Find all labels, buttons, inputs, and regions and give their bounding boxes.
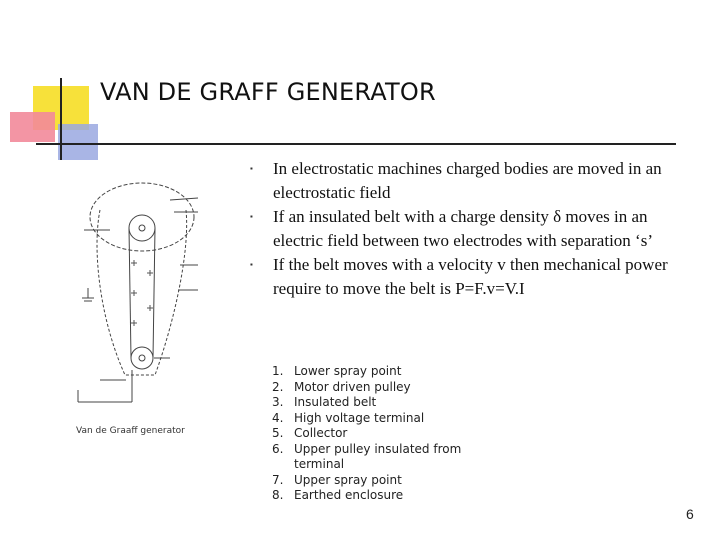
- legend-number: 3.: [272, 395, 284, 409]
- legend-text: Upper pulley insulated from: [294, 441, 462, 456]
- legend-number: 4.: [272, 410, 284, 425]
- title-underline: [36, 143, 676, 145]
- legend-number: 7.: [272, 472, 284, 487]
- van-de-graaff-diagram: [70, 170, 210, 420]
- legend-item: [272, 426, 461, 442]
- legend-number: 8.: [272, 488, 284, 502]
- page-number: 6: [686, 506, 694, 522]
- bullet-item: ▪ In electrostatic machines charged bodies are moved in an electrostatic field: [240, 157, 680, 205]
- legend-text: terminal: [294, 457, 345, 471]
- bullet-list: [240, 157, 680, 301]
- legend-text: Collector: [294, 426, 348, 440]
- legend-item: [272, 380, 461, 396]
- legend-text: Earthed enclosure: [294, 488, 404, 502]
- legend-number: 2.: [272, 379, 284, 394]
- legend-text: Upper spray point: [294, 472, 402, 487]
- legend-text: High voltage terminal: [294, 410, 425, 425]
- bullet-item: ▪ If an insulated belt with a charge density δ moves in an electric field between two electrodes with separation ‘s’: [240, 205, 680, 253]
- legend-item: [272, 364, 461, 380]
- legend-number: 1.: [272, 364, 284, 378]
- legend-text: Motor driven pulley: [294, 379, 411, 394]
- slide-title: VAN DE GRAFF GENERATOR: [100, 78, 436, 106]
- legend-number: 6.: [272, 441, 284, 456]
- legend-item: [272, 488, 461, 504]
- component-legend: [272, 364, 461, 504]
- legend-item: [272, 442, 461, 458]
- diagram-caption: Van de Graaff generator: [76, 426, 185, 436]
- title-vertical-rule: [60, 78, 62, 160]
- legend-item: [272, 473, 461, 489]
- legend-item: [272, 395, 461, 411]
- bullet-item: ▪ If the belt moves with a velocity v then mechanical power require to move the belt is P=F.v=V.I: [240, 253, 680, 301]
- legend-text: Lower spray point: [294, 364, 402, 378]
- legend-number: 5.: [272, 426, 284, 440]
- decor-red-square: [10, 112, 55, 142]
- legend-item: [272, 411, 461, 427]
- decor-blue-square: [58, 124, 98, 160]
- legend-item: [272, 457, 461, 473]
- legend-text: Insulated belt: [294, 395, 377, 409]
